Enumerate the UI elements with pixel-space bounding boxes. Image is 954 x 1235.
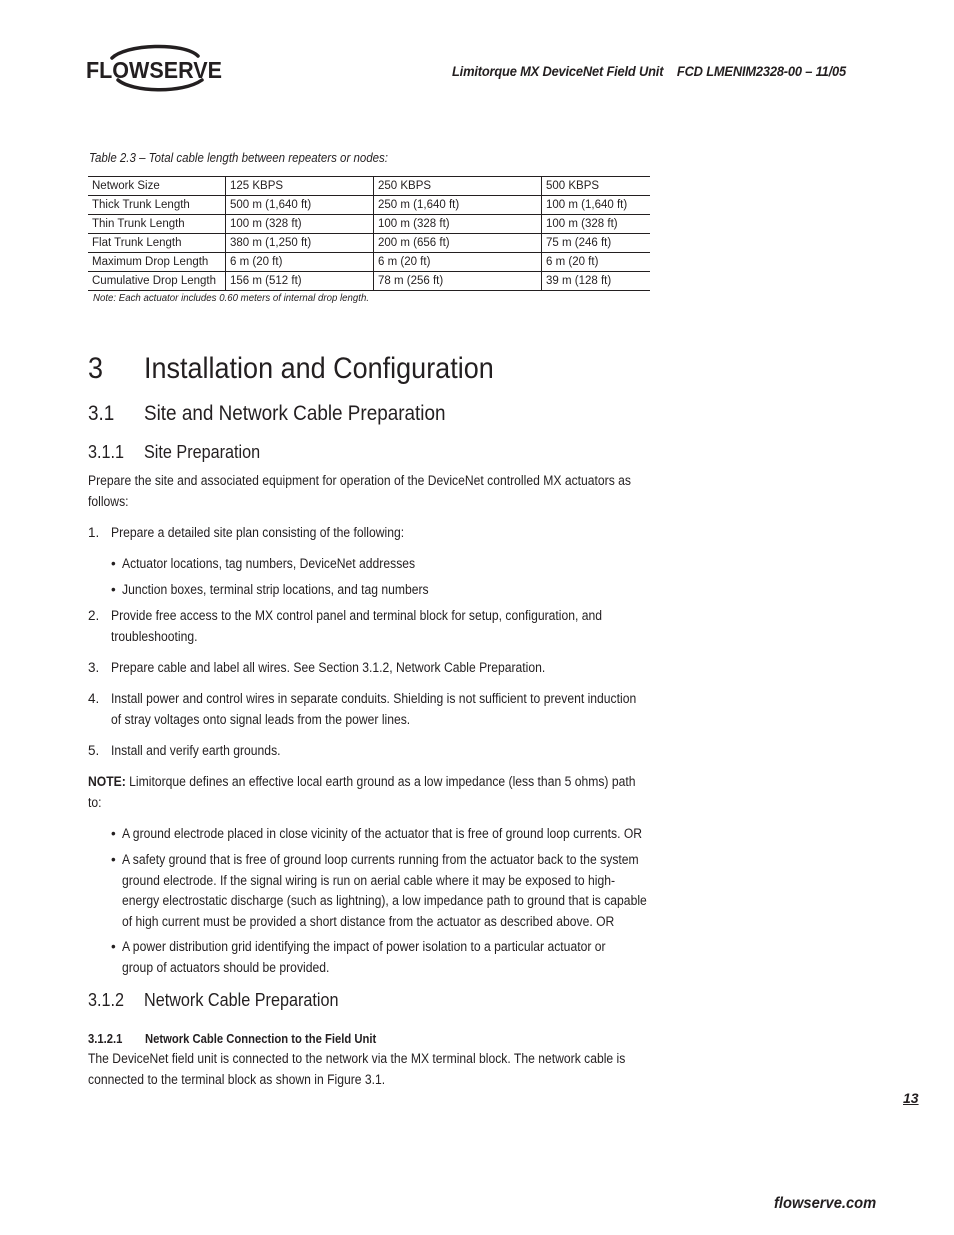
paragraph-line: Prepare the site and associated equipment for operation of the DeviceNet controlled MX actuators as — [88, 473, 632, 488]
bullet-icon: • — [111, 582, 116, 597]
bullet-line: energy electrostatic discharge (such as lightning), a low impedance path to ground that is capable — [122, 893, 647, 908]
bullet-line: group of actuators should be provided. — [122, 959, 330, 975]
note-paragraph — [88, 772, 635, 813]
table-cell: 250 m (1,640 ft) — [374, 196, 542, 215]
step-number: 4. — [88, 691, 100, 706]
bullet-line: A safety ground that is free of ground loop currents running from the actuator back to the system — [122, 852, 639, 867]
step-text: Prepare a detailed site plan consisting of the following: — [111, 525, 405, 540]
table-cell: 6 m (20 ft) — [374, 253, 542, 272]
bullet-line: of high current must be provided a short distance from the actuator as described above. OR — [122, 913, 615, 929]
table-header-cell: 125 KBPS — [226, 177, 374, 196]
step-line: Provide free access to the MX control panel and terminal block for setup, configuration, and — [111, 608, 603, 623]
table-cell: 100 m (328 ft) — [542, 215, 651, 234]
table-header-cell: 250 KBPS — [374, 177, 542, 196]
connection-paragraph — [88, 1049, 625, 1090]
table-header-cell: Network Size — [88, 177, 226, 196]
table-cell: 100 m (328 ft) — [374, 215, 542, 234]
table-cell: 78 m (256 ft) — [374, 272, 542, 291]
step-number: 5. — [88, 743, 100, 758]
note-label: NOTE: — [88, 774, 126, 789]
bullet-line: ground electrode. If the signal wiring is run on aerial cable where it may be exposed to high- — [122, 872, 616, 888]
table-row — [88, 272, 650, 291]
table-cell: 100 m (328 ft) — [226, 215, 374, 234]
paragraph-line: follows: — [88, 493, 129, 509]
document-header-title: Limitorque MX DeviceNet Field Unit FCD LMENIM2328-00 – 11/05 — [452, 63, 846, 79]
table-header-row — [88, 177, 650, 196]
bullet-line: A power distribution grid identifying the impact of power isolation to a particular actuator or — [122, 939, 606, 954]
table-cell: Thick Trunk Length — [88, 196, 226, 215]
bullet-text: Junction boxes, terminal strip locations, and tag numbers — [122, 582, 429, 597]
step-number: 2. — [88, 608, 100, 623]
table-cell: 500 m (1,640 ft) — [226, 196, 374, 215]
table-cell: 156 m (512 ft) — [226, 272, 374, 291]
bullet-text: Actuator locations, tag numbers, DeviceNet addresses — [122, 556, 416, 571]
table-cell: 380 m (1,250 ft) — [226, 234, 374, 253]
table-cell: Maximum Drop Length — [88, 253, 226, 272]
step-line: Install power and control wires in separate conduits. Shielding is not sufficient to prevent induction — [111, 691, 637, 706]
bullet-icon: • — [111, 556, 116, 571]
bullet-icon: • — [111, 826, 116, 841]
table-cell: Thin Trunk Length — [88, 215, 226, 234]
page-number: 13 — [903, 1090, 919, 1106]
table-row — [88, 196, 650, 215]
table-caption: Table 2.3 – Total cable length between repeaters or nodes: — [89, 151, 388, 165]
table-row — [88, 253, 650, 272]
table-cell: 100 m (1,640 ft) — [542, 196, 651, 215]
step-text — [111, 606, 602, 647]
paragraph-heading-number: 3.1.2.1 — [88, 1032, 123, 1046]
subsection-title: Site and Network Cable Preparation — [144, 402, 446, 425]
subsubsection-title: Site Preparation — [144, 442, 261, 462]
table-cell: 200 m (656 ft) — [374, 234, 542, 253]
table-note: Note: Each actuator includes 0.60 meters of internal drop length. — [93, 292, 370, 304]
flowserve-logo — [86, 40, 226, 98]
bullet-text — [122, 937, 606, 978]
subsubsection-number: 3.1.1 — [88, 442, 125, 462]
bullet-text: A ground electrode placed in close vicinity of the actuator that is free of ground loop currents. OR — [122, 826, 643, 841]
step-line: troubleshooting. — [111, 628, 198, 644]
bullet-icon: • — [111, 939, 116, 954]
step-line: of stray voltages onto signal leads from the power lines. — [111, 711, 411, 727]
cable-length-table — [88, 176, 650, 291]
section-number: 3 — [88, 352, 104, 385]
paragraph-line: The DeviceNet field unit is connected to the network via the MX terminal block. The network cable is — [88, 1051, 626, 1066]
table-cell: Cumulative Drop Length — [88, 272, 226, 291]
intro-paragraph — [88, 471, 631, 512]
step-text: Install and verify earth grounds. — [111, 743, 281, 758]
logo-swoosh-icon — [86, 40, 226, 98]
step-number: 3. — [88, 660, 100, 675]
note-text: Limitorque defines an effective local earth ground as a low impedance (less than 5 ohms) path — [125, 774, 636, 789]
bullet-text — [122, 850, 647, 932]
table-cell: 6 m (20 ft) — [542, 253, 651, 272]
table-header-cell: 500 KBPS — [542, 177, 651, 196]
subsection-number: 3.1 — [88, 402, 115, 425]
note-line: to: — [88, 794, 102, 810]
footer-url[interactable]: flowserve.com — [774, 1195, 877, 1212]
step-number: 1. — [88, 525, 100, 540]
table-row — [88, 215, 650, 234]
section-title: Installation and Configuration — [144, 352, 494, 385]
logo-text: FLOWSERVE — [86, 57, 222, 83]
note-line — [88, 772, 635, 793]
table-cell: 6 m (20 ft) — [226, 253, 374, 272]
bullet-icon: • — [111, 852, 116, 867]
subsubsection-number: 3.1.2 — [88, 990, 125, 1010]
subsubsection-title: Network Cable Preparation — [144, 990, 339, 1010]
step-text — [111, 689, 636, 730]
table-cell: Flat Trunk Length — [88, 234, 226, 253]
paragraph-heading-title: Network Cable Connection to the Field Unit — [145, 1032, 377, 1046]
table-cell: 39 m (128 ft) — [542, 272, 651, 291]
step-text: Prepare cable and label all wires. See Section 3.1.2, Network Cable Preparation. — [111, 660, 546, 675]
table-row — [88, 234, 650, 253]
paragraph-line: connected to the terminal block as shown in Figure 3.1. — [88, 1071, 386, 1087]
table-cell: 75 m (246 ft) — [542, 234, 651, 253]
